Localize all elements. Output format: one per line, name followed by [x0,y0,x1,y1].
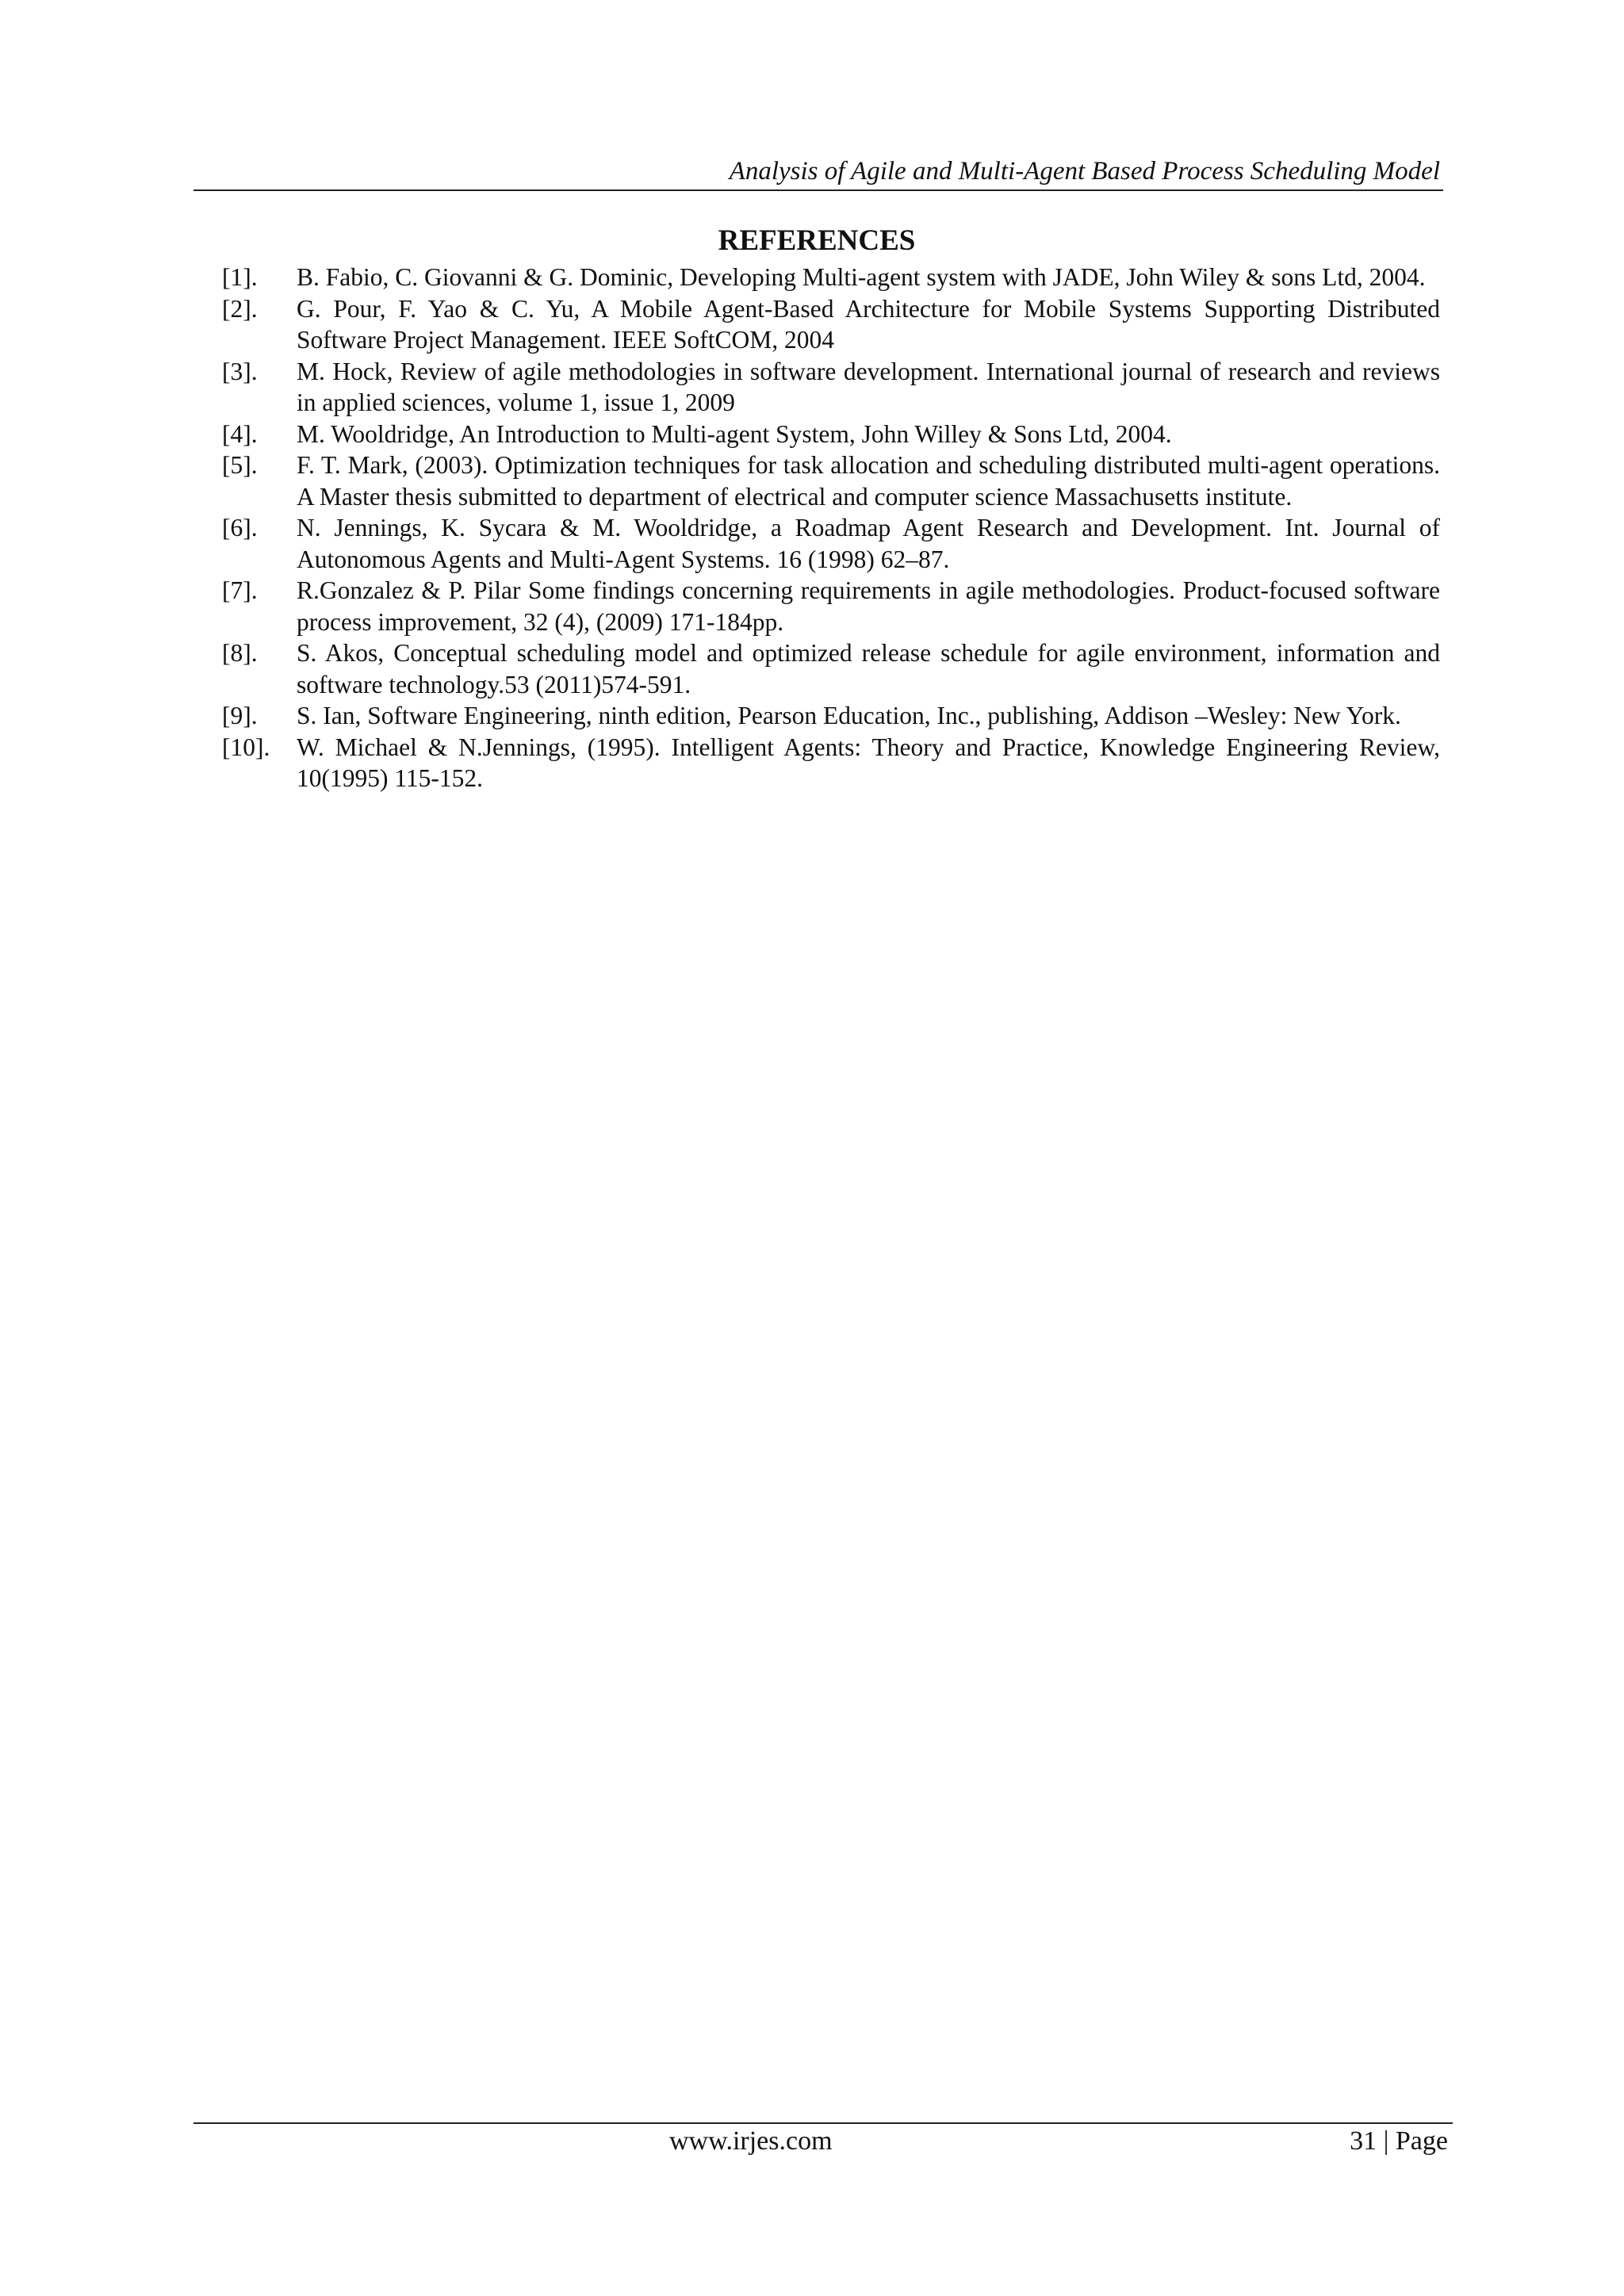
reference-text: B. Fabio, C. Giovanni & G. Dominic, Developing Multi-agent system with JADE, John Wiley & sons Ltd, 2004. [297,263,1426,291]
reference-item [222,450,1440,512]
reference-number: [6]. [222,514,258,541]
reference-number: [5]. [222,451,258,479]
reference-item [222,700,1440,732]
reference-item [222,732,1440,794]
reference-item [222,293,1440,356]
footer-url: www.irjes.com [669,2126,833,2156]
reference-item [222,575,1440,637]
reference-number: [4]. [222,419,258,448]
running-header-title: Analysis of Agile and Multi-Agent Based Process Scheduling Model [729,157,1440,186]
footer-divider [193,2122,1453,2124]
footer-page-number: 31 | Page [1350,2126,1448,2156]
reference-text: M. Wooldridge, An Introduction to Multi-agent System, John Willey & Sons Ltd, 2004. [297,419,1172,448]
reference-item [222,512,1440,575]
reference-item [222,419,1440,450]
reference-number: [10]. [222,733,270,761]
reference-text: R.Gonzalez & P. Pilar Some findings concerning requirements in agile methodologies. Product-focused software process improvement, 32 (4), (2009) 171-184pp. [297,576,1440,636]
reference-text: M. Hock, Review of agile methodologies in software development. International journal of research and reviews in applied sciences, volume 1, issue 1, 2009 [297,357,1440,416]
reference-item [222,356,1440,419]
reference-item [222,637,1440,700]
reference-number: [9]. [222,702,258,729]
reference-text: F. T. Mark, (2003). Optimization techniques for task allocation and scheduling distributed multi-agent operations. A Master thesis submitted to department of electrical and computer science Massachusetts institute. [297,451,1440,511]
reference-number: [7]. [222,576,258,604]
reference-text: N. Jennings, K. Sycara & M. Wooldridge, a Roadmap Agent Research and Development. Int. Journal of Autonomous Agents and Multi-Agent Systems. 16 (1998) 62–87. [297,514,1440,573]
reference-text: S. Ian, Software Engineering, ninth edition, Pearson Education, Inc., publishing, Addison –Wesley: New York. [297,702,1401,729]
header-divider [193,189,1443,191]
reference-number: [2]. [222,294,258,323]
reference-number: [8]. [222,639,258,667]
references-list [222,262,1440,794]
reference-item [222,262,1440,293]
reference-number: [1]. [222,263,258,291]
reference-text: G. Pour, F. Yao & C. Yu, A Mobile Agent-Based Architecture for Mobile Systems Supporting Distributed Software Project Management. IEEE SoftCOM, 2004 [297,294,1440,354]
references-heading: REFERENCES [718,224,916,257]
reference-text: W. Michael & N.Jennings, (1995). Intelligent Agents: Theory and Practice, Knowledge Engineering Review, 10(1995) 115-152. [297,733,1440,792]
reference-text: S. Akos, Conceptual scheduling model and optimized release schedule for agile environment, information and software technology.53 (2011)574-591. [297,639,1440,698]
reference-number: [3]. [222,357,258,385]
